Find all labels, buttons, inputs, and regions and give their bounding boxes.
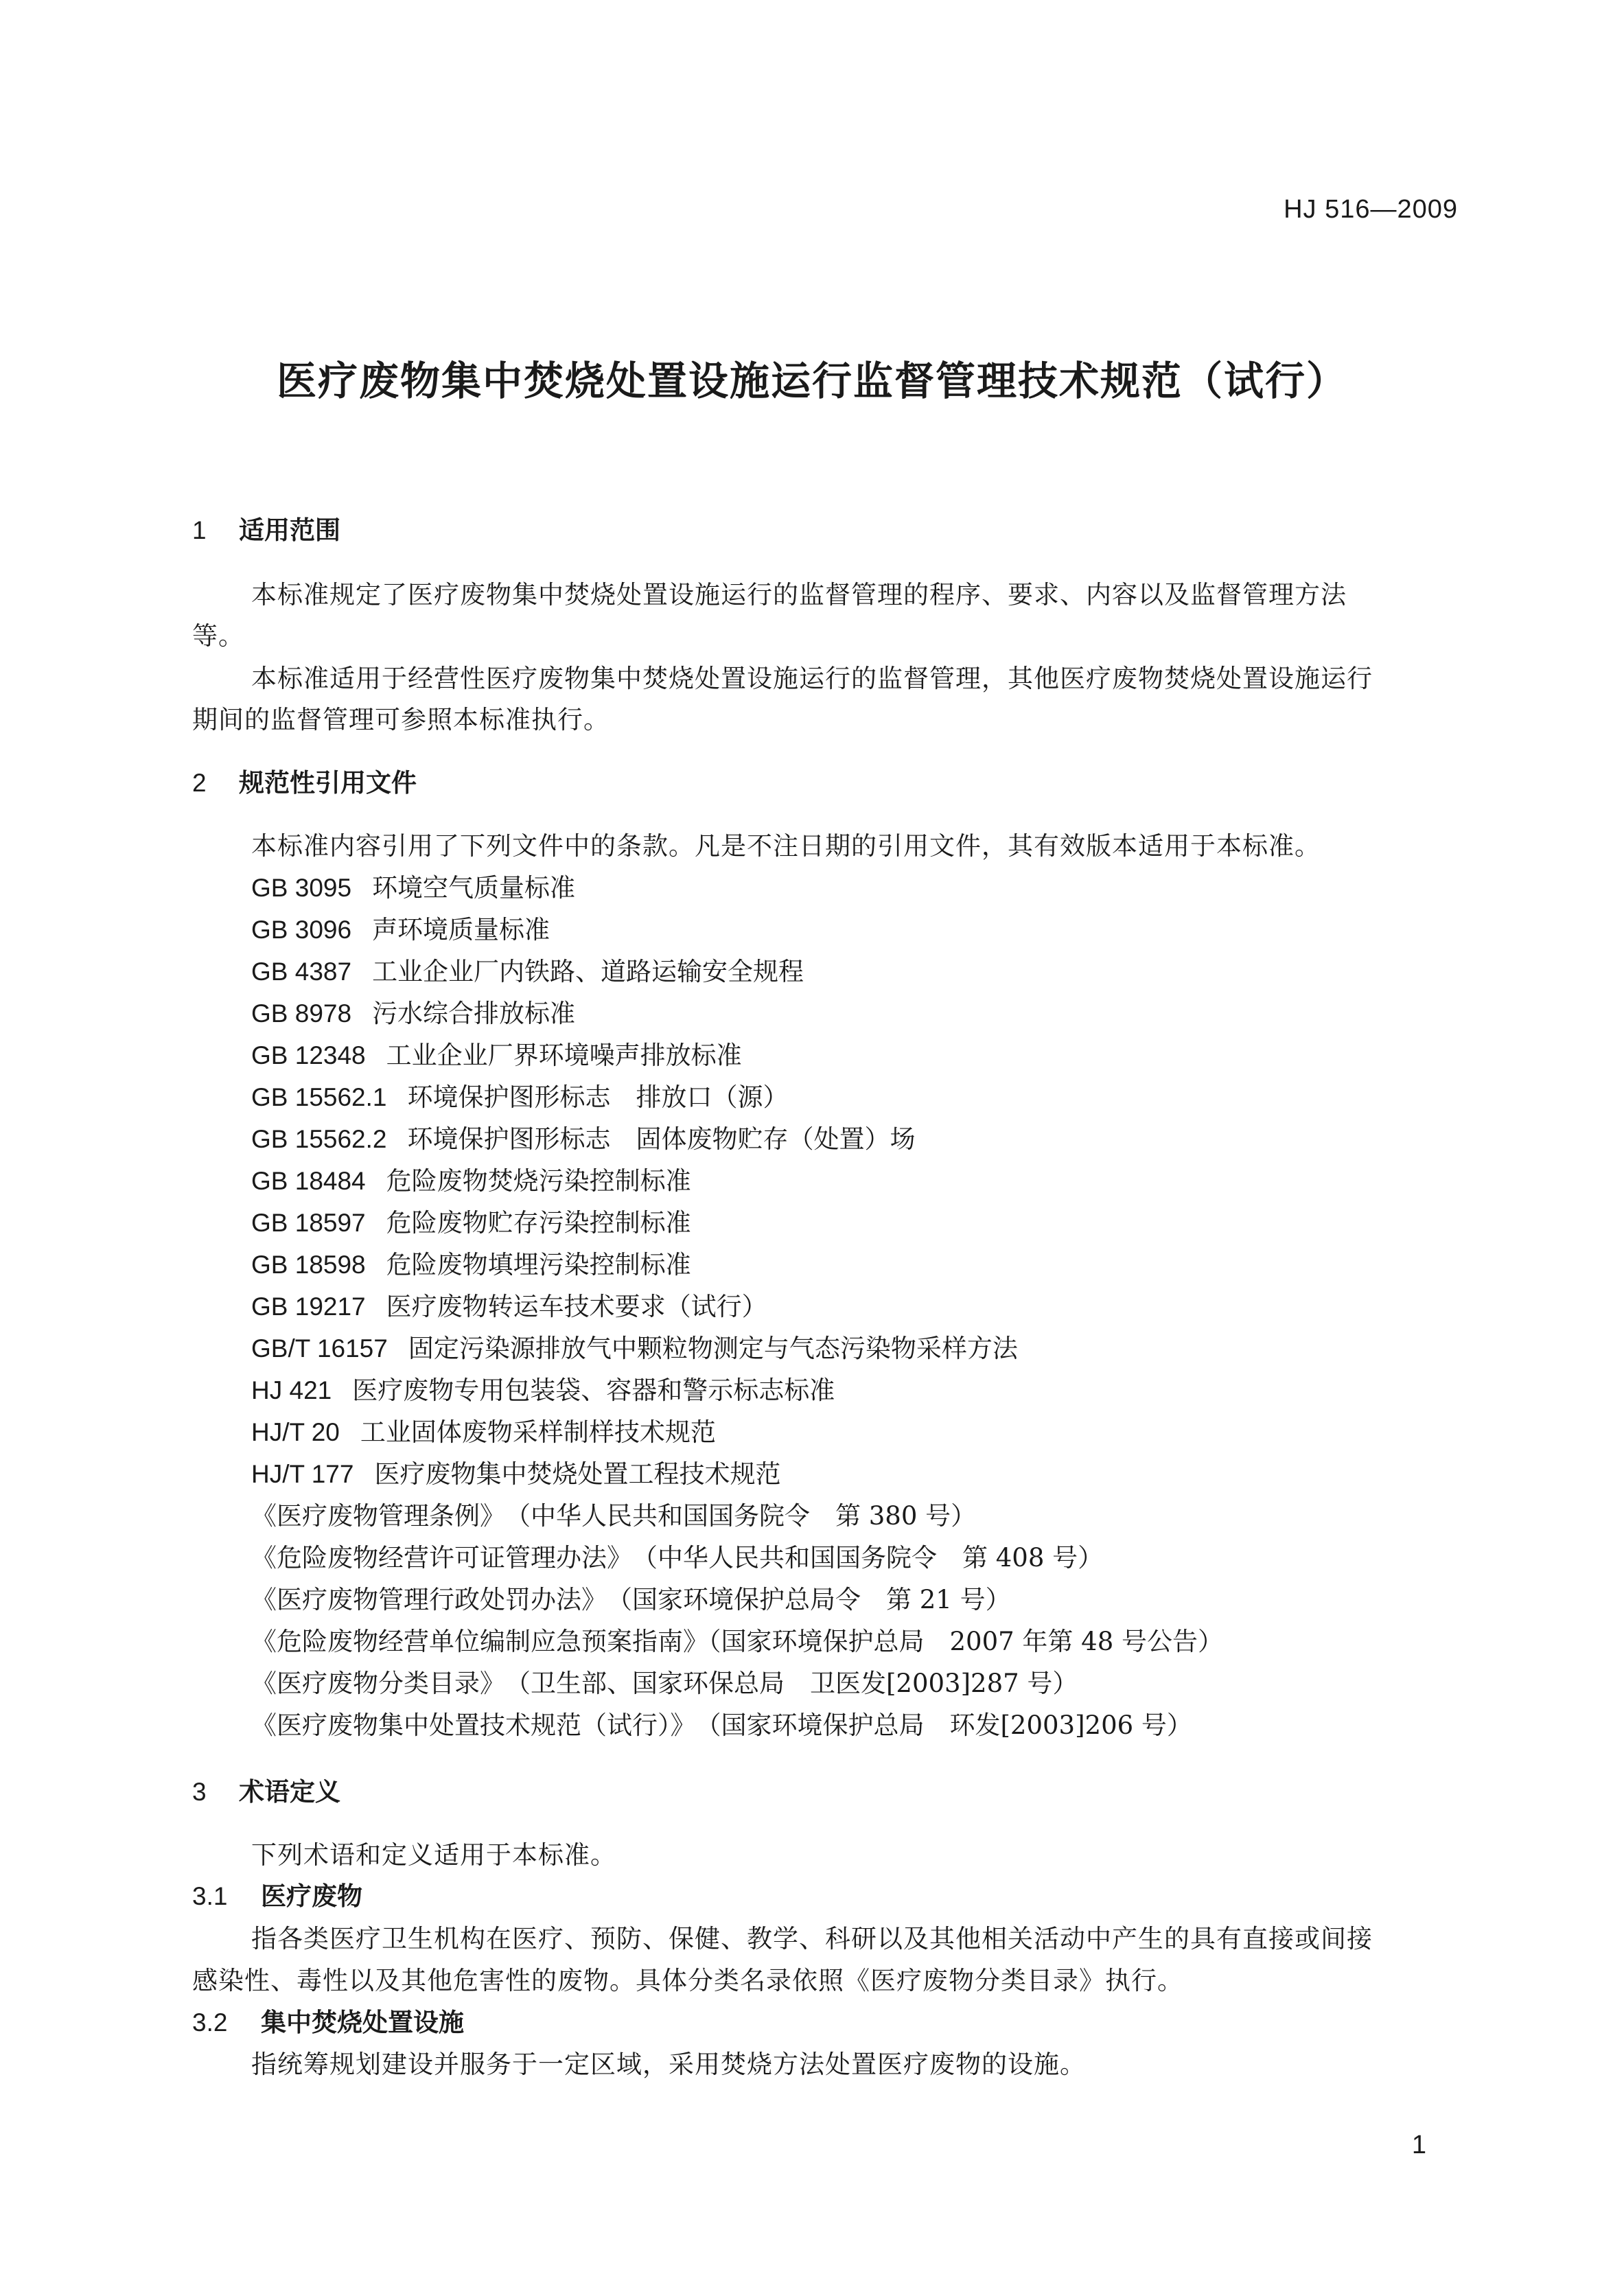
reference-item <box>251 993 575 1030</box>
reference-item <box>251 909 550 946</box>
regulation-item: 《医疗废物分类目录》 （卫生部、国家环保总局 卫医发[2003]287 号） <box>251 1669 1078 1698</box>
reference-title: 环境保护图形标志 固体废物贮存（处置）场 <box>407 1124 916 1154</box>
reference-title: 危险废物焚烧污染控制标准 <box>386 1166 691 1196</box>
reference-code: GB 15562.2 <box>251 1125 387 1153</box>
reference-item <box>251 1244 691 1281</box>
term-3-1-definition-line-2: 感染性、毒性以及其他危害性的废物。具体分类名录依照《医疗废物分类目录》执行。 <box>192 1966 1183 1995</box>
section-title: 适用范围 <box>239 515 340 545</box>
term-title: 医疗废物 <box>261 1881 362 1911</box>
regulation-item: 《医疗废物集中处置技术规范（试行）》 （国家环境保护总局 环发[2003]206 号） <box>251 1711 1192 1740</box>
reference-title: 工业固体废物采样制样技术规范 <box>360 1417 716 1447</box>
reference-title: 声环境质量标准 <box>372 915 550 944</box>
reference-item <box>251 1286 767 1323</box>
section-1-paragraph-2-line-2: 期间的监督管理可参照本标准执行。 <box>192 705 610 734</box>
reference-title: 环境保护图形标志 排放口（源） <box>407 1082 789 1112</box>
section-2-heading <box>192 762 417 799</box>
section-1-paragraph-1-line-2: 等。 <box>192 621 244 651</box>
reference-code: HJ/T 177 <box>251 1460 354 1488</box>
reference-code: GB 4387 <box>251 958 352 986</box>
section-number: 1 <box>192 516 207 544</box>
term-3-2-heading <box>192 2002 464 2039</box>
reference-item <box>251 1160 691 1197</box>
regulation-item: 《危险废物经营许可证管理办法》 （中华人民共和国国务院令 第 408 号） <box>251 1543 1104 1573</box>
reference-item <box>251 1118 915 1155</box>
standard-code: HJ 516—2009 <box>1284 195 1458 224</box>
reference-item <box>251 1411 716 1448</box>
reference-item <box>251 867 575 904</box>
reference-title: 工业企业厂界环境噪声排放标准 <box>386 1041 742 1070</box>
reference-title: 环境空气质量标准 <box>372 873 576 903</box>
reference-code: GB 12348 <box>251 1041 366 1069</box>
page-number: 1 <box>1411 2131 1426 2159</box>
term-number: 3.2 <box>192 2008 228 2037</box>
term-number: 3.1 <box>192 1882 228 1910</box>
reference-title: 危险废物填埋污染控制标准 <box>386 1250 691 1279</box>
reference-item <box>251 1034 742 1071</box>
document-title: 医疗废物集中焚烧处置设施运行监督管理技术规范（试行） <box>276 358 1347 404</box>
reference-code: GB 3096 <box>251 916 352 944</box>
reference-code: GB 8978 <box>251 999 352 1028</box>
reference-title: 危险废物贮存污染控制标准 <box>386 1208 691 1238</box>
section-number: 3 <box>192 1778 207 1806</box>
reference-code: GB 18597 <box>251 1209 366 1237</box>
term-3-1-heading <box>192 1875 362 1912</box>
section-3-heading <box>192 1771 340 1808</box>
reference-code: GB 19217 <box>251 1292 366 1321</box>
reference-title: 医疗废物专用包装袋、容器和警示标志标准 <box>352 1376 835 1405</box>
section-title: 规范性引用文件 <box>239 768 417 798</box>
regulation-item: 《危险废物经营单位编制应急预案指南》（国家环境保护总局 2007 年第 48 号公告） <box>251 1627 1224 1656</box>
section-3-intro: 下列术语和定义适用于本标准。 <box>251 1840 616 1870</box>
reference-code: HJ/T 20 <box>251 1418 340 1446</box>
reference-item <box>251 951 804 988</box>
reference-title: 工业企业厂内铁路、道路运输安全规程 <box>372 957 804 986</box>
term-3-2-definition-line-1: 指统筹规划建设并服务于一定区域，采用焚烧方法处置医疗废物的设施。 <box>251 2050 1086 2079</box>
reference-code: GB 3095 <box>251 874 352 902</box>
section-1-heading <box>192 509 340 546</box>
term-3-1-definition-line-1: 指各类医疗卫生机构在医疗、预防、保健、教学、科研以及其他相关活动中产生的具有直接或间接 <box>251 1924 1373 1953</box>
reference-code: HJ 421 <box>251 1376 332 1404</box>
section-1-paragraph-1-line-1: 本标准规定了医疗废物集中焚烧处置设施运行的监督管理的程序、要求、内容以及监督管理方法 <box>251 580 1347 610</box>
term-title: 集中焚烧处置设施 <box>261 2008 464 2037</box>
reference-item <box>251 1369 835 1406</box>
section-title: 术语定义 <box>239 1777 340 1807</box>
reference-title: 医疗废物集中焚烧处置工程技术规范 <box>374 1459 781 1489</box>
reference-title: 固定污染源排放气中颗粒物测定与气态污染物采样方法 <box>408 1334 1018 1363</box>
reference-code: GB 18598 <box>251 1251 366 1279</box>
regulation-item: 《医疗废物管理条例》 （中华人民共和国国务院令 第 380 号） <box>251 1501 977 1531</box>
section-1-paragraph-2-line-1: 本标准适用于经营性医疗废物集中焚烧处置设施运行的监督管理，其他医疗废物焚烧处置设施运行 <box>251 664 1373 693</box>
section-2-intro: 本标准内容引用了下列文件中的条款。凡是不注日期的引用文件，其有效版本适用于本标准。 <box>251 831 1321 861</box>
reference-item <box>251 1453 780 1490</box>
reference-item <box>251 1202 691 1239</box>
reference-code: GB/T 16157 <box>251 1334 388 1362</box>
reference-code: GB 15562.1 <box>251 1083 387 1111</box>
reference-title: 医疗废物转运车技术要求（试行） <box>386 1292 767 1321</box>
reference-title: 污水综合排放标准 <box>372 999 576 1028</box>
reference-code: GB 18484 <box>251 1167 366 1195</box>
reference-item <box>251 1327 1018 1365</box>
section-number: 2 <box>192 769 207 797</box>
reference-item <box>251 1076 788 1113</box>
regulation-item: 《医疗废物管理行政处罚办法》 （国家环境保护总局令 第 21 号） <box>251 1585 1011 1614</box>
